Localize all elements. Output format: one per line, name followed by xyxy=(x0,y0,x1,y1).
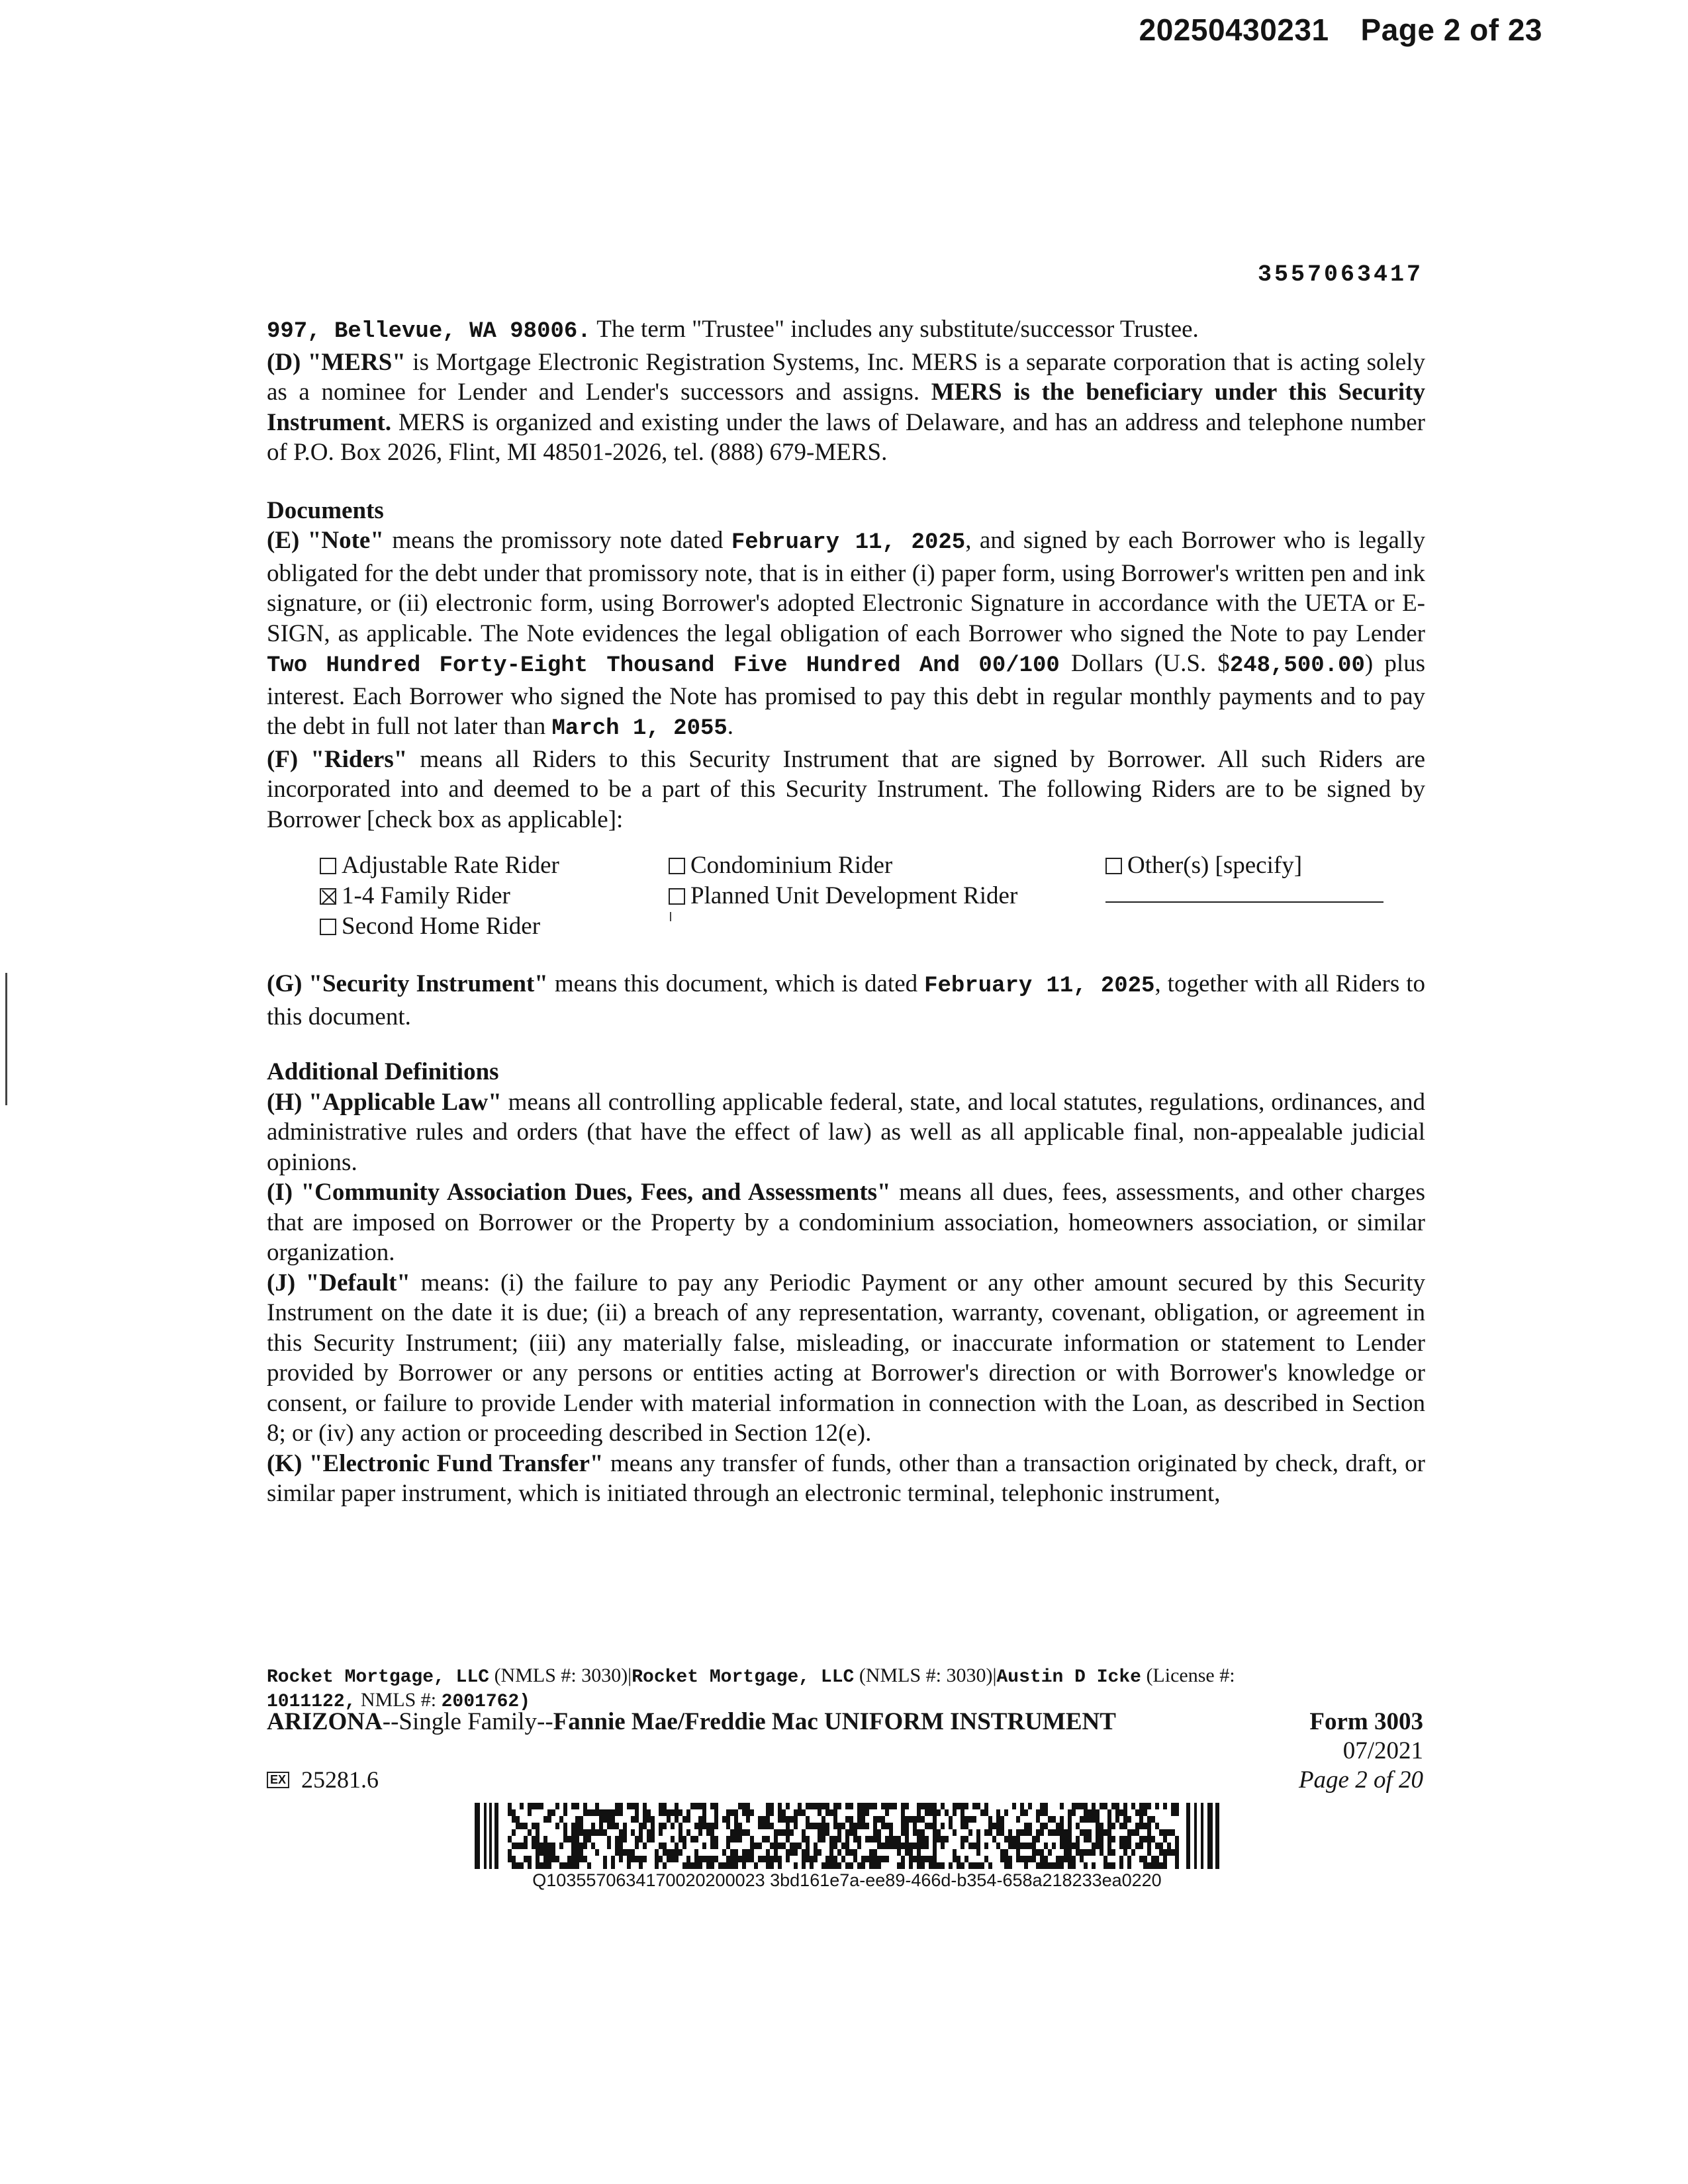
checkbox-unchecked[interactable] xyxy=(1105,858,1122,874)
definition-label: (I) "Community Association Dues, Fees, and Assessments" xyxy=(267,1179,891,1206)
loan-number: 3557063417 xyxy=(1257,261,1423,288)
footer-document-number: EX 25281.6 xyxy=(267,1766,379,1794)
definition-label: (E) "Note" xyxy=(267,527,384,554)
section-heading-documents: Documents xyxy=(267,496,384,524)
note-date: February 11, 2025 xyxy=(731,530,966,555)
definition-label: (H) "Applicable Law" xyxy=(267,1088,502,1116)
recording-number: 20250430231 xyxy=(1139,13,1329,47)
rider-other: Other(s) [specify] xyxy=(1105,850,1302,880)
definition-riders: (F) "Riders" means all Riders to this Security Instrument that are signed by Borrower. All such Riders are incorporated into and deemed to be a part of this Security Instrument. The following Riders are to be signed by Borrower [check box as applicable]: xyxy=(267,745,1425,833)
trustee-continuation: 997, Bellevue, WA 98006. The term "Trustee" includes any substitute/successor Trustee. xyxy=(267,316,1199,344)
rider-second-home: Second Home Rider xyxy=(320,911,540,941)
rider-condominium: Condominium Rider xyxy=(669,850,892,880)
rider-planned-unit-development: Planned Unit Development Rider xyxy=(669,881,1017,911)
definition-label: (F) "Riders" xyxy=(267,745,408,773)
recording-stamp xyxy=(1139,12,1542,48)
footer-lender-info: Rocket Mortgage, LLC (NMLS #: 3030)|Rocket Mortgage, LLC (NMLS #: 3030)|Austin D Icke (License #: 1011122, NMLS #: 2001762) xyxy=(267,1664,1235,1712)
note-amount-words: Two Hundred Forty-Eight Thousand Five Hundred And 00/100 xyxy=(267,653,1060,678)
definition-applicable-law: (H) "Applicable Law" means all controlling applicable federal, state, and local statutes, regulations, ordinances, and administrative rules and orders (that have the effect of law) as well as all applicable final, non-appealable judicial opinions. xyxy=(267,1088,1425,1176)
section-heading-additional-definitions: Additional Definitions xyxy=(267,1058,499,1085)
definition-security-instrument: (G) "Security Instrument" means this document, which is dated February 11, 2025, together with all Riders to this document. xyxy=(267,970,1425,1030)
security-instrument-date: February 11, 2025 xyxy=(924,974,1155,999)
definition-label: (J) "Default" xyxy=(267,1269,410,1297)
rider-1-4-family: 1-4 Family Rider xyxy=(320,881,510,911)
definition-note: (E) "Note" means the promissory note dated February 11, 2025, and signed by each Borrower who is legally obligated for the debt under that promissory note, that is in either (i) paper form, using Borrower's written pen and ink signature, or (ii) electronic form, using Borrower's adopted Electronic Signature in accordance with the UETA or E-SIGN, as applicable. The Note evidences the legal obligation of each Borrower who signed the Note to pay Lender Two Hundred Forty-Eight Thousand Five Hundred And 00/100 Dollars (U.S. $248,500.00) plus interest. Each Borrower who signed the Note has promised to pay this debt in regular monthly payments and to pay the debt in full not later than March 1, 2055. xyxy=(267,527,1426,741)
definition-label: (G) "Security Instrument" xyxy=(267,970,548,997)
definition-label: (K) "Electronic Fund Transfer" xyxy=(267,1449,604,1477)
barcode-image xyxy=(475,1803,1219,1869)
rider-adjustable-rate: Adjustable Rate Rider xyxy=(320,850,559,880)
definition-mers: (D) "MERS" is Mortgage Electronic Registration Systems, Inc. MERS is a separate corporation that is acting solely as a nominee for Lender and Lender's successors and assigns. MERS is the beneficiary under this Security Instrument. MERS is organized and existing under the laws of Delaware, and has an address and telephone number of P.O. Box 2026, Flint, MI 48501-2026, tel. (888) 679-MERS. xyxy=(267,348,1425,466)
note-amount: 248,500.00 xyxy=(1229,653,1365,678)
form-number: Form 3003 xyxy=(1309,1708,1423,1735)
recording-page-label: Page 2 of 23 xyxy=(1360,13,1542,47)
footer-form-info xyxy=(1299,1707,1423,1795)
form-date: 07/2021 xyxy=(1342,1737,1423,1764)
loan-originator: Austin D Icke xyxy=(996,1667,1141,1688)
riders-checkbox-grid xyxy=(267,850,1425,953)
other-specify-line[interactable] xyxy=(1105,901,1383,903)
trustee-address: 997, Bellevue, WA 98006. xyxy=(267,319,591,344)
definition-default: (J) "Default" means: (i) the failure to pay any Periodic Payment or any other amount secured by this Security Instrument on the date it is due; (ii) a breach of any representation, warranty, covenant, obligation, or agreement in this Security Instrument; (iii) any materially false, misleading, or inaccurate information or statement to Lender provided by Borrower or any persons or entities acting at Borrower's direction or with Borrower's knowledge or consent, or failure to provide Lender with material information in connection with the Loan, as described in Section 8; or (iv) any action or proceeding described in Section 12(e). xyxy=(267,1269,1425,1447)
checkbox-unchecked[interactable] xyxy=(669,888,685,905)
barcode-text: Q1035570634170020200023 3bd161e7a-ee89-466d-b354-658a218233ea0220 xyxy=(532,1870,1162,1890)
checkbox-unchecked[interactable] xyxy=(669,858,685,874)
note-maturity-date: March 1, 2055 xyxy=(551,716,727,741)
scan-speck xyxy=(670,912,671,921)
definition-label: (D) "MERS" xyxy=(267,348,406,376)
scan-edge-mark xyxy=(5,973,7,1105)
document-body xyxy=(267,314,1425,1509)
form-page: Page 2 of 20 xyxy=(1298,1766,1423,1794)
definition-electronic-fund-transfer: (K) "Electronic Fund Transfer" means any transfer of funds, other than a transaction originated by check, draft, or similar paper instrument, which is initiated through an electronic terminal, telephonic instrument, xyxy=(267,1449,1425,1507)
checkbox-unchecked[interactable] xyxy=(320,919,336,935)
ex-icon: EX xyxy=(267,1772,289,1788)
checkbox-unchecked[interactable] xyxy=(320,858,336,874)
footer-instrument-title: ARIZONA--Single Family--Fannie Mae/Freddie Mac UNIFORM INSTRUMENT xyxy=(267,1708,1116,1735)
checkbox-checked[interactable] xyxy=(320,888,336,905)
definition-community-dues: (I) "Community Association Dues, Fees, and Assessments" means all dues, fees, assessments, and other charges that are imposed on Borrower or the Property by a condominium association, homeowners association, or similar organization. xyxy=(267,1179,1425,1266)
